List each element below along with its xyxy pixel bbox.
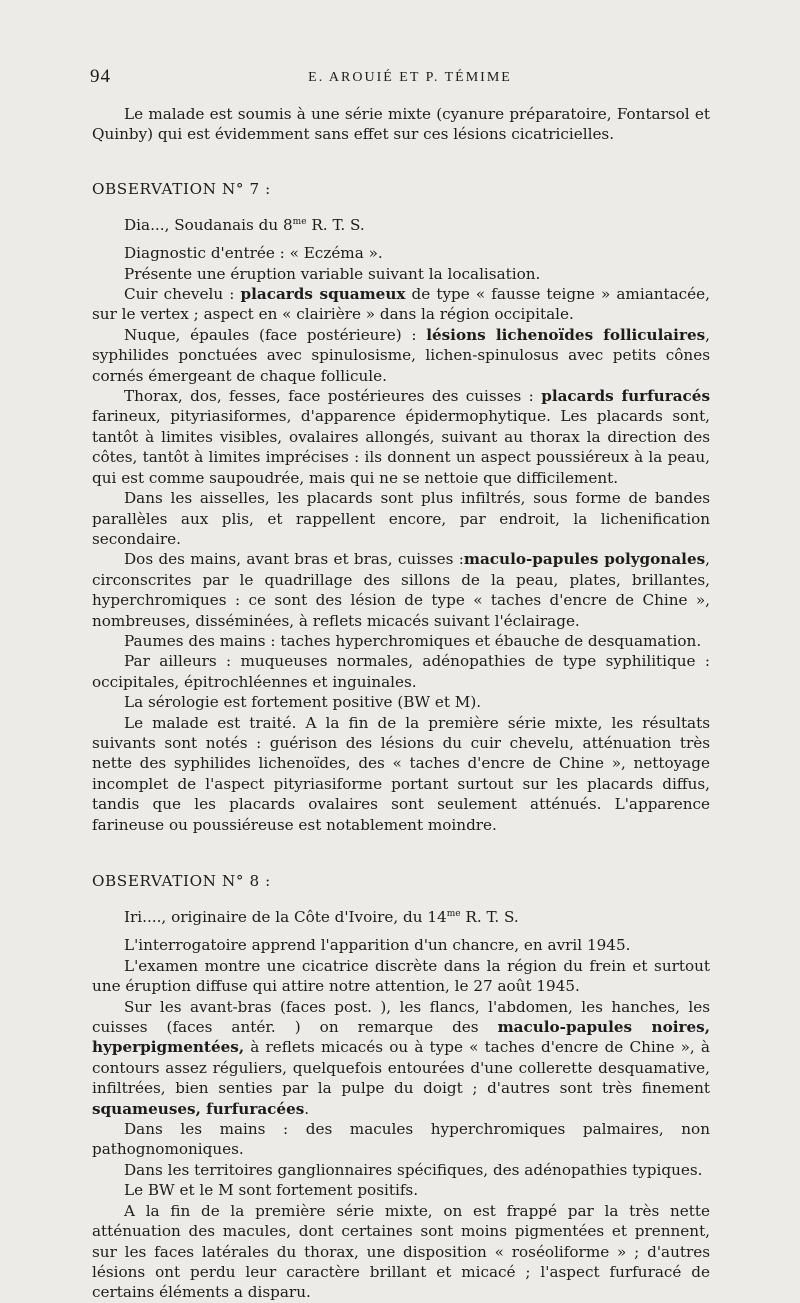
bold-term: placards squameux (240, 285, 406, 304)
intro-paragraph: Le malade est soumis à une série mixte (cyanure préparatoire, Fontarsol et Quinby) qui est évidemment sans effet sur ces lésions cicatricielles. (92, 105, 710, 144)
obs8-patient (92, 907, 710, 927)
bold-term: squameuses, furfuracées (92, 1099, 305, 1118)
obs7-paragraph-scalp (92, 284, 710, 325)
obs7-paragraph-thorax (92, 386, 710, 488)
obs8-patient-sup: me (446, 908, 461, 919)
page-header (90, 66, 730, 92)
obs7-paragraph-hands (92, 549, 710, 631)
obs8-paragraph-treatment: A la fin de la première série mixte, on est frappé par la très nette atténuation des macules, dont certaines sont moins pigmentées et prennent, sur les faces latérales du thorax, une disposition « roséoliforme » ; d'autres lésions ont perdu leur caractère brillant et micacé ; l'aspect furfuracé de certains éléments a disparu. (92, 1201, 710, 1302)
text-run: , syphilides ponctuées avec spinulosisme, lichen-spinulosus avec petits cônes cornés émergeant de chaque follicule. (92, 325, 710, 385)
text-run: Cuir chevelu : (124, 285, 241, 304)
text-run: à reflets micacés ou à type « taches d'encre de Chine », à contours assez réguliers, quelquefois entourées d'une collerette desquamative, infiltrées, bien senties par la pulpe du doigt ; d'autres sont très finement (92, 1038, 710, 1098)
text-run: de type « fausse teigne » amiantacée, sur le vertex ; aspect en « clairière » dans la région occipitale. (92, 285, 710, 324)
text-run: Thorax, dos, fesses, face postérieures des cuisses : (124, 387, 542, 406)
bold-term: maculo-papules noires, hyperpigmentées, (92, 1018, 710, 1057)
obs8-paragraph-exam: L'examen montre une cicatrice discrète dans la région du frein et surtout une éruption diffuse qui attire notre attention, le 27 août 1945. (92, 956, 710, 996)
page-body (92, 104, 710, 1303)
text-run: Dos des mains, avant bras et bras, cuisses : (124, 550, 464, 569)
observation-7-heading: OBSERVATION N° 7 : (92, 179, 271, 198)
text-run: farineux, pityriasiformes, d'apparence épidermophytique. Les placards sont, tantôt à limites visibles, ovalaires allongés, suivant au thorax la direction des côtes, tantôt à limites imprécises : ils donnent un aspect poussiéreux à la peau, qui est comme saupoudrée, mais qui ne se nettoie que difficilement. (92, 407, 710, 487)
observation-8-heading: OBSERVATION N° 8 : (92, 872, 271, 890)
obs7-patient (92, 215, 710, 235)
obs7-paragraph: Présente une éruption variable suivant la localisation. (124, 264, 541, 283)
text-run: . (304, 1099, 310, 1118)
bold-term: lésions lichenoïdes folliculaires (426, 325, 706, 344)
obs7-diagnostic: Diagnostic d'entrée : « Eczéma ». (124, 244, 383, 263)
obs8-paragraph-lymph: Dans les territoires ganglionnaires spécifiques, des adénopathies typiques. (124, 1160, 703, 1179)
text-run: , circonscrites par le quadrillage des sillons de la peau, plates, brillantes, hyperchromiques : ce sont des lésion de type « taches d'encre de Chine », nombreuses, disséminées, à reflets micacés suivant l'éclairage. (92, 550, 710, 630)
obs7-paragraph-mucosa: Par ailleurs : muqueuses normales, adénopathies de type syphilitique : occipitales, épitrochléennes et inguinales. (92, 652, 710, 691)
running-title: E. AROUIÉ ET P. TÉMIME (308, 70, 512, 85)
obs7-paragraph-palms: Paumes des mains : taches hyperchromiques et ébauche de desquamation. (124, 631, 702, 650)
text-run: Sur les avant-bras (faces post. ), les flancs, l'abdomen, les hanches, les cuisses (faces antér. ) on remarque des (92, 997, 710, 1037)
obs8-patient-unit: R. T. S. (460, 908, 519, 926)
bold-term: maculo-papules polygonales (463, 550, 706, 569)
obs7-paragraph-armpits: Dans les aisselles, les placards sont plus infiltrés, sous forme de bandes parallèles aux plis, et rappellent encore, par endroit, la lichenification secondaire. (92, 489, 710, 548)
bold-term: placards furfuracés (541, 387, 711, 406)
obs8-paragraph-history: L'interrogatoire apprend l'apparition d'un chancre, en avril 1945. (124, 936, 631, 955)
obs8-paragraph-hands: Dans les mains : des macules hyperchromiques palmaires, non pathognomoniques. (92, 1120, 710, 1159)
page-number: 94 (90, 66, 111, 87)
obs7-paragraph-neck (92, 325, 710, 386)
obs8-paragraph-serology: Le BW et le M sont fortement positifs. (124, 1181, 419, 1200)
obs7-paragraph-serology: La sérologie est fortement positive (BW et M). (124, 693, 482, 712)
obs7-paragraph-treatment: Le malade est traité. A la fin de la première série mixte, les résultats suivants sont notés : guérison des lésions du cuir chevelu, atténuation très nette des syphilides lichenoïdes, des « taches d'encre de Chine », nettoyage incomplet de l'aspect pityriasiforme portant surtout sur les placards diffus, tandis que les placards ovalaires sont seulement atténués. L'apparence farineuse ou poussiéreuse est notablement moindre. (92, 713, 710, 834)
obs8-paragraph-lesions (92, 997, 710, 1119)
obs7-patient-sup: me (292, 216, 307, 227)
obs7-patient-unit: R. T. S. (306, 215, 365, 234)
text-run: Nuque, épaules (face postérieure) : (124, 325, 427, 344)
obs7-patient-name: Dia..., Soudanais du 8 (124, 215, 293, 234)
obs8-patient-name: Iri...., originaire de la Côte d'Ivoire, du 14 (124, 908, 447, 926)
